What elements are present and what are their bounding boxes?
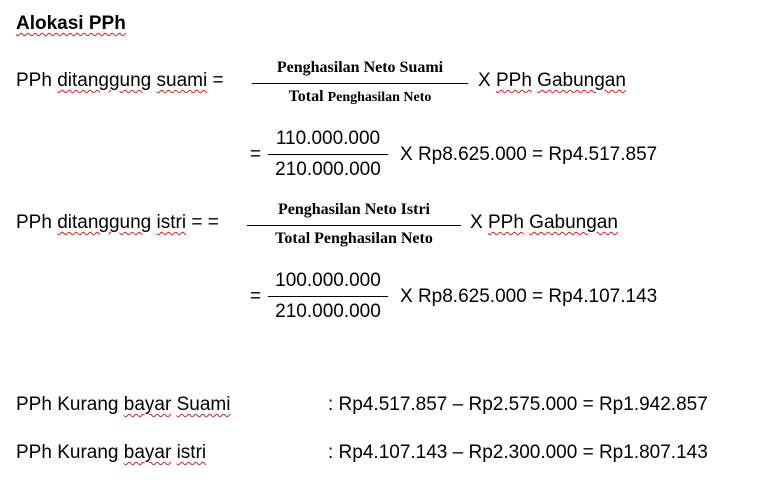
suami-den-total: Total [288,88,324,105]
kurang-bayar-istri-value: : Rp4.107.143 – Rp2.300.000 = Rp1.807.143 [328,442,708,463]
suami-formula-fraction [252,58,468,108]
suami-calc-denominator: 210.000.000 [275,159,381,180]
suami-formula-multiplier [478,70,626,92]
istri-calc-eq: = [250,286,262,307]
istri-formula-numerator: Penghasilan Neto Istri [278,201,430,218]
suami-label-ditanggung: ditanggung [57,70,152,91]
kurang-suami-kurang: Kurang [57,394,119,415]
istri-calc-result: X Rp8.625.000 = Rp4.107.143 [400,286,658,307]
suami-calc-fraction [266,128,390,182]
istri-times-x: X [470,212,483,233]
fraction-bar [268,296,388,297]
suami-label-pph: PPh [16,70,52,91]
suami-times-pph: PPh [495,70,532,91]
title-text: Alokasi PPh [16,13,126,34]
istri-times-pph: PPh [487,212,524,233]
istri-calc-numerator: 100.000.000 [275,270,381,291]
suami-den-rest: Penghasilan Neto [327,90,432,105]
kurang-istri-istri: istri [176,442,207,463]
suami-formula-label [16,70,224,92]
suami-calc-numerator: 110.000.000 [275,128,381,149]
istri-times-gabungan: Gabungan [529,212,618,233]
kurang-suami-suami: Suami [176,394,231,415]
fraction-bar [247,225,461,226]
fraction-bar [268,154,388,155]
istri-label-pph: PPh [16,212,52,233]
suami-label-suami: suami [156,70,208,91]
suami-calc-result: X Rp8.625.000 = Rp4.517.857 [400,144,658,165]
kurang-istri-kurang: Kurang [57,442,119,463]
kurang-bayar-suami-label [16,394,230,416]
kurang-suami-pph: PPh [16,394,52,415]
section-title [16,13,126,35]
istri-formula-denominator: Total Penghasilan Neto [275,230,433,247]
istri-label-ditanggung: ditanggung [57,212,152,233]
kurang-bayar-suami-value: : Rp4.517.857 – Rp2.575.000 = Rp1.942.857 [328,394,708,415]
kurang-istri-pph: PPh [16,442,52,463]
kurang-suami-bayar: bayar [123,394,172,415]
istri-formula-label [16,212,219,234]
suami-times-x: X [478,70,491,91]
suami-formula-denominator [252,87,468,107]
suami-label-eq: = [207,70,224,91]
suami-times-gabungan: Gabungan [537,70,626,91]
kurang-bayar-istri-label [16,442,206,464]
suami-calc-eq: = [250,144,262,165]
istri-formula-fraction [247,200,461,250]
istri-formula-multiplier [470,212,618,234]
suami-formula-numerator: Penghasilan Neto Suami [276,59,444,76]
istri-label-istri: istri [156,212,187,233]
fraction-bar [252,83,468,84]
kurang-istri-bayar: bayar [123,442,172,463]
istri-label-eq: = = [186,212,219,233]
istri-calc-fraction [266,270,390,324]
istri-calc-denominator: 210.000.000 [275,301,381,322]
